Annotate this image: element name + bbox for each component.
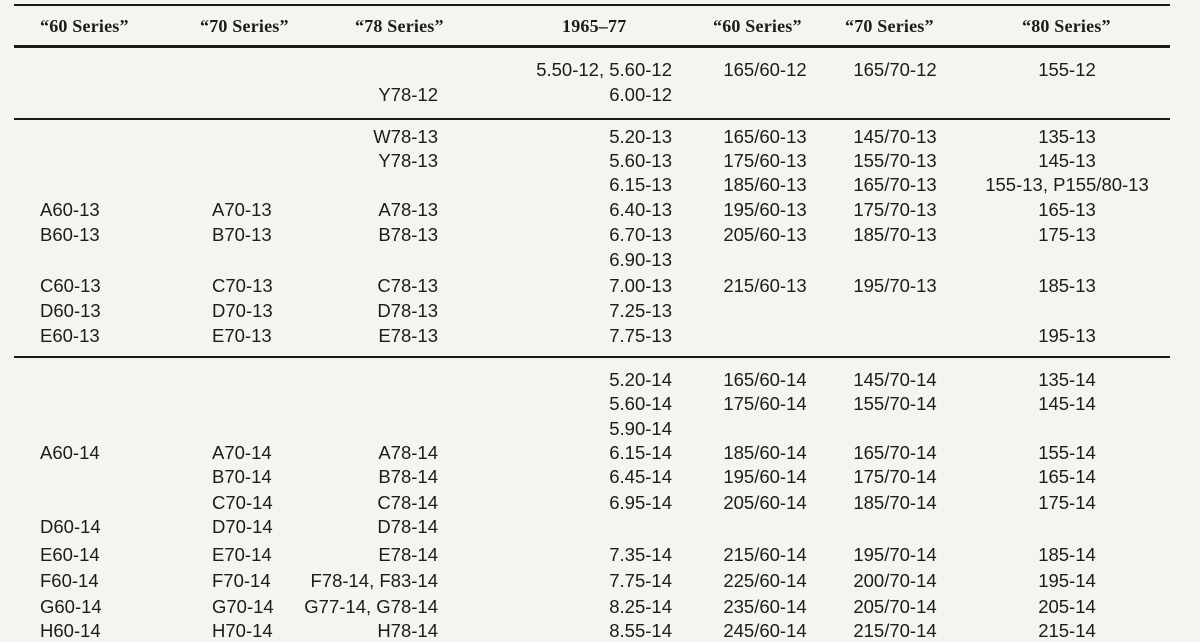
cell-1965-77: 8.25-14 xyxy=(609,596,672,617)
cell-60-series-metric: 195/60-14 xyxy=(723,466,807,487)
cell-1965-77: 7.75-13 xyxy=(609,325,672,346)
cell-78-series: A78-14 xyxy=(378,442,438,463)
cell-70-series-metric: 185/70-13 xyxy=(853,224,937,245)
header-60-series-right: “60 Series” xyxy=(713,16,802,36)
section-rule-13 xyxy=(14,118,1170,120)
cell-60-series-metric: 215/60-13 xyxy=(723,275,807,296)
cell-78-series: A78-13 xyxy=(378,199,438,220)
cell-60-series-metric: 205/60-14 xyxy=(723,492,807,513)
cell-80-series: 175-13 xyxy=(1038,224,1096,245)
cell-78-series: E78-14 xyxy=(378,544,438,565)
cell-78-series: G77-14, G78-14 xyxy=(304,596,438,617)
cell-78-series: E78-13 xyxy=(378,325,438,346)
cell-70-series-metric: 175/70-13 xyxy=(853,199,937,220)
cell-70-series: G70-14 xyxy=(212,596,274,617)
cell-60-series: F60-14 xyxy=(40,570,99,591)
cell-70-series-metric: 165/70-13 xyxy=(853,174,937,195)
cell-1965-77: 5.90-14 xyxy=(609,418,672,439)
cell-70-series: C70-14 xyxy=(212,492,273,513)
cell-80-series: 215-14 xyxy=(1038,620,1096,641)
cell-78-series: D78-14 xyxy=(377,516,438,537)
cell-70-series-metric: 155/70-14 xyxy=(853,393,937,414)
cell-1965-77: 7.25-13 xyxy=(609,300,672,321)
cell-60-series: B60-13 xyxy=(40,224,100,245)
cell-70-series: D70-13 xyxy=(212,300,273,321)
cell-70-series-metric: 185/70-14 xyxy=(853,492,937,513)
cell-1965-77: 6.90-13 xyxy=(609,249,672,270)
cell-1965-77: 7.75-14 xyxy=(609,570,672,591)
cell-1965-77: 8.55-14 xyxy=(609,620,672,641)
cell-70-series: E70-14 xyxy=(212,544,272,565)
cell-60-series: A60-13 xyxy=(40,199,100,220)
cell-60-series-metric: 165/60-14 xyxy=(723,369,807,390)
cell-70-series-metric: 195/70-13 xyxy=(853,275,937,296)
cell-70-series-metric: 155/70-13 xyxy=(853,150,937,171)
cell-60-series: G60-14 xyxy=(40,596,102,617)
cell-70-series-metric: 145/70-13 xyxy=(853,126,937,147)
cell-60-series-metric: 165/60-12 xyxy=(723,59,807,80)
cell-1965-77: 7.00-13 xyxy=(609,275,672,296)
cell-70-series: D70-14 xyxy=(212,516,273,537)
cell-60-series-metric: 235/60-14 xyxy=(723,596,807,617)
header-1965-77: 1965–77 xyxy=(562,16,627,36)
cell-80-series: 155-12 xyxy=(1038,59,1096,80)
cell-80-series: 195-13 xyxy=(1038,325,1096,346)
cell-78-series: C78-13 xyxy=(377,275,438,296)
cell-1965-77: 5.20-13 xyxy=(609,126,672,147)
cell-70-series-metric: 165/70-12 xyxy=(853,59,937,80)
cell-1965-77: 6.15-13 xyxy=(609,174,672,195)
cell-60-series: D60-14 xyxy=(40,516,101,537)
cell-60-series-metric: 185/60-13 xyxy=(723,174,807,195)
cell-1965-77: 6.15-14 xyxy=(609,442,672,463)
cell-70-series: B70-13 xyxy=(212,224,272,245)
cell-70-series: B70-14 xyxy=(212,466,272,487)
cell-78-series: W78-13 xyxy=(373,126,438,147)
cell-80-series: 145-13 xyxy=(1038,150,1096,171)
header-70-series-right: “70 Series” xyxy=(845,16,934,36)
header-78-series: “78 Series” xyxy=(355,16,444,36)
cell-78-series: F78-14, F83-14 xyxy=(310,570,438,591)
cell-70-series: A70-14 xyxy=(212,442,272,463)
cell-60-series: H60-14 xyxy=(40,620,101,641)
cell-60-series-metric: 195/60-13 xyxy=(723,199,807,220)
cell-80-series: 165-13 xyxy=(1038,199,1096,220)
cell-60-series: E60-14 xyxy=(40,544,100,565)
cell-60-series-metric: 225/60-14 xyxy=(723,570,807,591)
cell-60-series: D60-13 xyxy=(40,300,101,321)
cell-80-series: 165-14 xyxy=(1038,466,1096,487)
cell-70-series-metric: 145/70-14 xyxy=(853,369,937,390)
cell-1965-77: 6.40-13 xyxy=(609,199,672,220)
cell-80-series: 175-14 xyxy=(1038,492,1096,513)
cell-70-series-metric: 195/70-14 xyxy=(853,544,937,565)
cell-1965-77: 6.00-12 xyxy=(609,84,672,105)
cell-78-series: C78-14 xyxy=(377,492,438,513)
cell-78-series: D78-13 xyxy=(377,300,438,321)
section-rule-14 xyxy=(14,356,1170,358)
cell-60-series-metric: 175/60-13 xyxy=(723,150,807,171)
cell-80-series: 205-14 xyxy=(1038,596,1096,617)
cell-70-series: C70-13 xyxy=(212,275,273,296)
cell-60-series-metric: 215/60-14 xyxy=(723,544,807,565)
cell-1965-77: 7.35-14 xyxy=(609,544,672,565)
cell-70-series-metric: 205/70-14 xyxy=(853,596,937,617)
cell-1965-77: 5.60-13 xyxy=(609,150,672,171)
cell-80-series: 195-14 xyxy=(1038,570,1096,591)
cell-70-series: A70-13 xyxy=(212,199,272,220)
cell-70-series-metric: 200/70-14 xyxy=(853,570,937,591)
cell-1965-77: 6.95-14 xyxy=(609,492,672,513)
header-60-series-left: “60 Series” xyxy=(40,16,129,36)
cell-60-series: C60-13 xyxy=(40,275,101,296)
cell-70-series: H70-14 xyxy=(212,620,273,641)
cell-80-series: 185-13 xyxy=(1038,275,1096,296)
header-70-series-left: “70 Series” xyxy=(200,16,289,36)
header-rule xyxy=(14,45,1170,48)
cell-60-series-metric: 185/60-14 xyxy=(723,442,807,463)
cell-80-series: 135-13 xyxy=(1038,126,1096,147)
cell-78-series: Y78-12 xyxy=(378,84,438,105)
cell-60-series-metric: 175/60-14 xyxy=(723,393,807,414)
cell-78-series: B78-13 xyxy=(378,224,438,245)
cell-1965-77: 5.60-14 xyxy=(609,393,672,414)
cell-80-series: 155-13, P155/80-13 xyxy=(985,174,1149,195)
cell-78-series: B78-14 xyxy=(378,466,438,487)
cell-1965-77: 5.50-12, 5.60-12 xyxy=(536,59,672,80)
cell-70-series-metric: 215/70-14 xyxy=(853,620,937,641)
cell-78-series: Y78-13 xyxy=(378,150,438,171)
cell-80-series: 135-14 xyxy=(1038,369,1096,390)
cell-70-series: F70-14 xyxy=(212,570,271,591)
cell-80-series: 145-14 xyxy=(1038,393,1096,414)
cell-60-series: A60-14 xyxy=(40,442,100,463)
cell-1965-77: 6.70-13 xyxy=(609,224,672,245)
cell-60-series-metric: 205/60-13 xyxy=(723,224,807,245)
header-80-series: “80 Series” xyxy=(1022,16,1111,36)
cell-70-series: E70-13 xyxy=(212,325,272,346)
cell-1965-77: 6.45-14 xyxy=(609,466,672,487)
cell-78-series: H78-14 xyxy=(377,620,438,641)
cell-70-series-metric: 165/70-14 xyxy=(853,442,937,463)
cell-80-series: 155-14 xyxy=(1038,442,1096,463)
cell-1965-77: 5.20-14 xyxy=(609,369,672,390)
cell-60-series-metric: 245/60-14 xyxy=(723,620,807,641)
cell-80-series: 185-14 xyxy=(1038,544,1096,565)
cell-60-series: E60-13 xyxy=(40,325,100,346)
cell-60-series-metric: 165/60-13 xyxy=(723,126,807,147)
cell-70-series-metric: 175/70-14 xyxy=(853,466,937,487)
top-rule xyxy=(14,4,1170,6)
